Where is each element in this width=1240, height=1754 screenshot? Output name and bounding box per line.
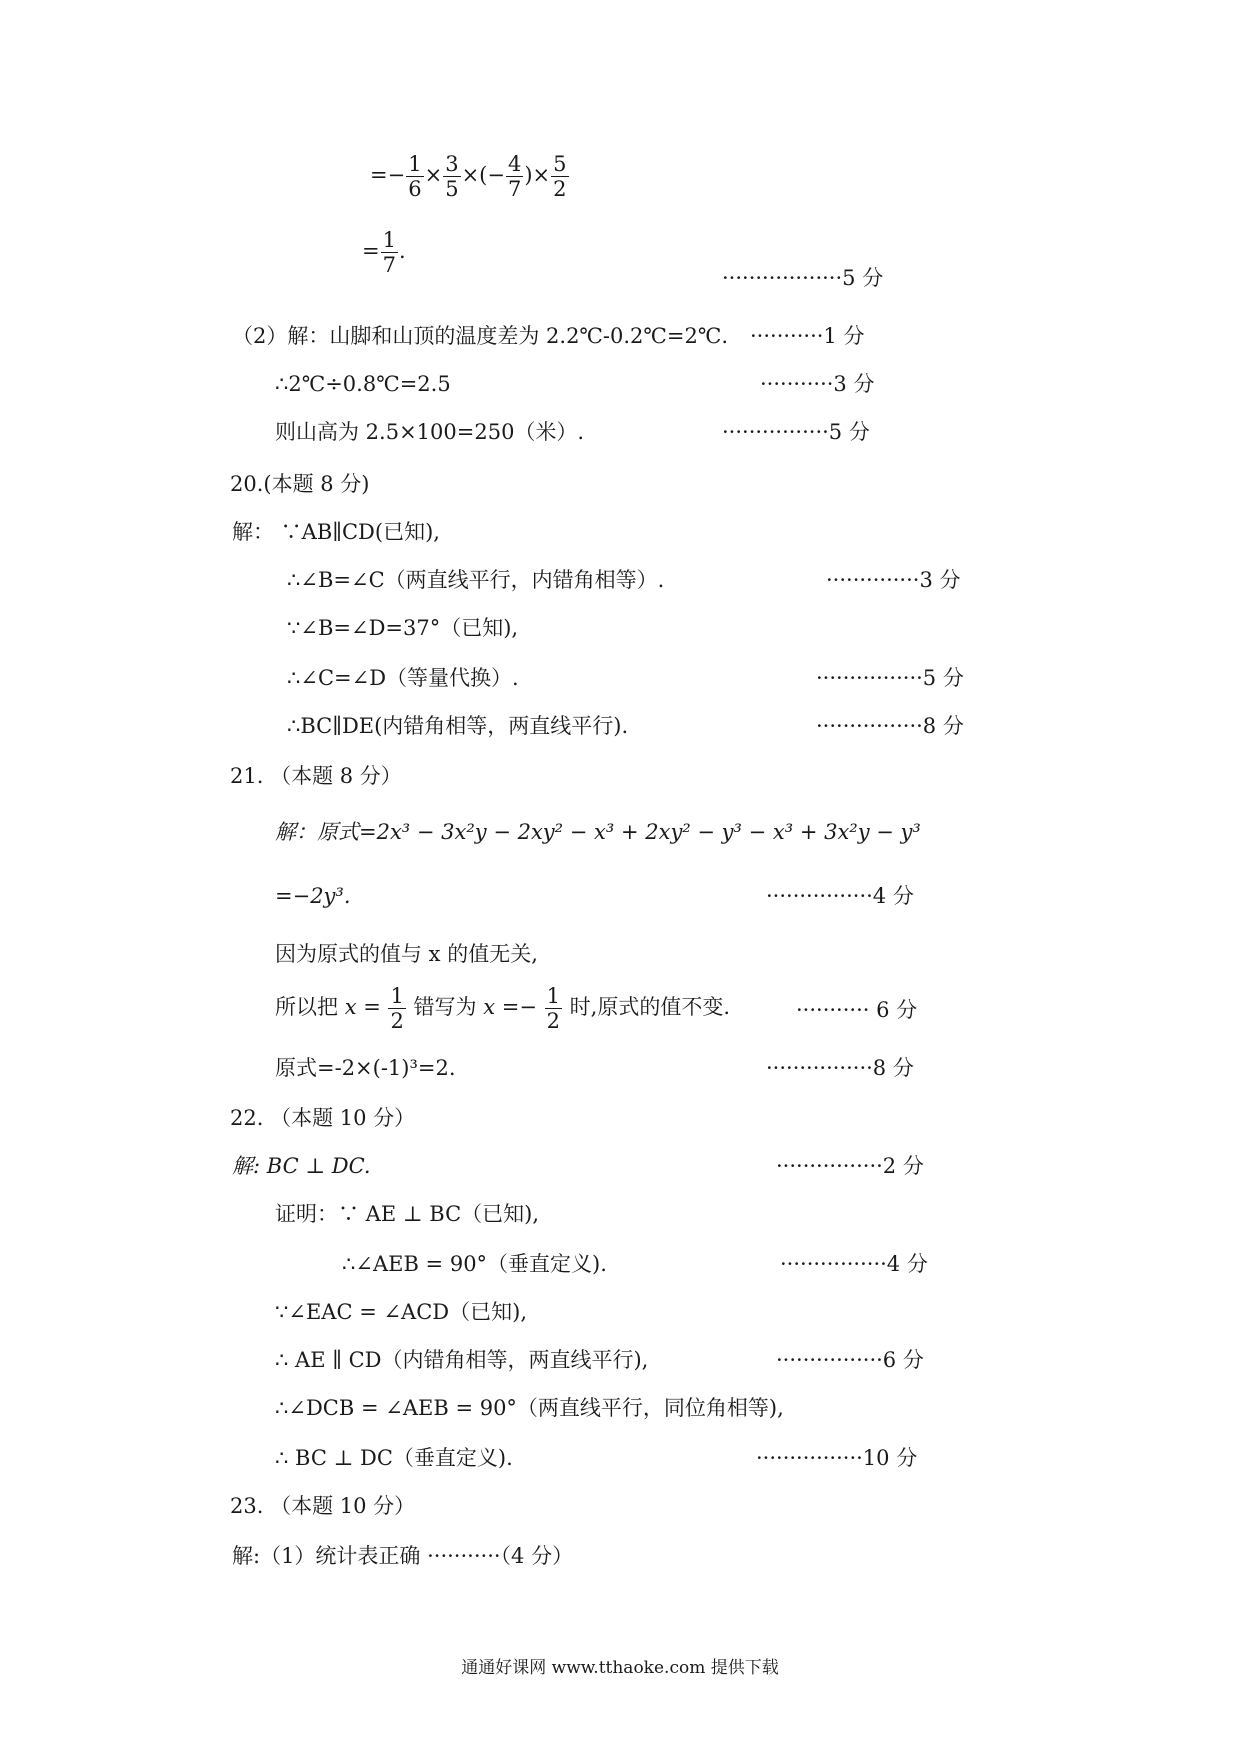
page-footer: 通通好课网 www.tthaoke.com 提供下载 (461, 1658, 779, 1678)
q20-line2-score: ··············3 分 (826, 568, 961, 592)
q20-line2: ∴∠B=∠C（两直线平行，内错角相等）. (287, 568, 665, 592)
q21-line2-score: ················4 分 (766, 884, 914, 908)
q22-line6: ∴∠DCB = ∠AEB = 90°（两直线平行，同位角相等), (275, 1396, 784, 1420)
q22-line7: ∴ BC ⊥ DC（垂直定义). (275, 1446, 513, 1470)
q21-line4-score: ··········· 6 分 (796, 998, 918, 1022)
q22-line1-score: ················2 分 (776, 1154, 924, 1178)
q21-line1: 解：原式=2x³ − 3x²y − 2xy² − x³ + 2xy² − y³ − x³ + 3x²y − y³ (275, 820, 921, 844)
q20-line4-score: ················5 分 (816, 666, 964, 690)
q20-line3: ∵∠B=∠D=37°（已知), (287, 616, 519, 640)
q22-heading: 22. （本题 10 分） (230, 1106, 416, 1130)
q19-part2-line2-score: ···········3 分 (760, 372, 875, 396)
q19-step2-score: ··················5 分 (722, 266, 884, 290)
q21-heading: 21. （本题 8 分） (230, 764, 402, 788)
q23-heading: 23. （本题 10 分） (230, 1494, 416, 1518)
q21-line5: 原式=-2×(-1)³=2. (275, 1056, 456, 1080)
q22-line7-score: ················10 分 (756, 1446, 918, 1470)
q19-step1: =− $\frac{1}{6}$ × $\frac{3}{5}$ ×(− $\frac{4}{7}$ )× $\frac{5}{2}$ (370, 152, 567, 202)
q20-heading: 20.(本题 8 分) (230, 472, 370, 496)
q19-step2: = $\frac{1}{7}$ . (362, 228, 406, 278)
q19-part2-line2: ∴2℃÷0.8℃=2.5 (275, 372, 451, 396)
q21-line2: =−2y³. (275, 884, 351, 908)
q19-part2-line1-score: ···········1 分 (750, 324, 865, 348)
q22-line2: 证明：∵ AE ⊥ BC（已知), (275, 1202, 540, 1226)
q23-line1: 解:（1）统计表正确 ···········（4 分） (232, 1544, 574, 1568)
q22-line4: ∵∠EAC = ∠ACD（已知), (275, 1300, 527, 1324)
q20-line5: ∴BC∥DE(内错角相等，两直线平行). (287, 714, 629, 738)
q22-line5: ∴ AE ∥ CD（内错角相等，两直线平行), (275, 1348, 649, 1372)
q19-part2-line1: （2）解：山脚和山顶的温度差为 2.2℃-0.2℃=2℃. (232, 324, 729, 348)
q20-line1: 解： ∵AB∥CD(已知), (232, 520, 440, 544)
q22-line1: 解: BC ⊥ DC. (232, 1154, 371, 1178)
q22-line3: ∴∠AEB = 90°（垂直定义). (342, 1252, 607, 1276)
q19-part2-line3-score: ················5 分 (722, 420, 870, 444)
q21-line5-score: ················8 分 (766, 1056, 914, 1080)
q19-part2-line3: 则山高为 2.5×100=250（米）. (275, 420, 585, 444)
q20-line4: ∴∠C=∠D（等量代换）. (287, 666, 519, 690)
q21-line4: 所以把 x = $\frac{1}{2}$ 错写为 x =− $\frac{1}{2}$ 时,原式的值不变. (275, 984, 731, 1034)
q21-line3: 因为原式的值与 x 的值无关, (275, 942, 538, 966)
q22-line3-score: ················4 分 (780, 1252, 928, 1276)
q20-line5-score: ················8 分 (816, 714, 964, 738)
q22-line5-score: ················6 分 (776, 1348, 924, 1372)
